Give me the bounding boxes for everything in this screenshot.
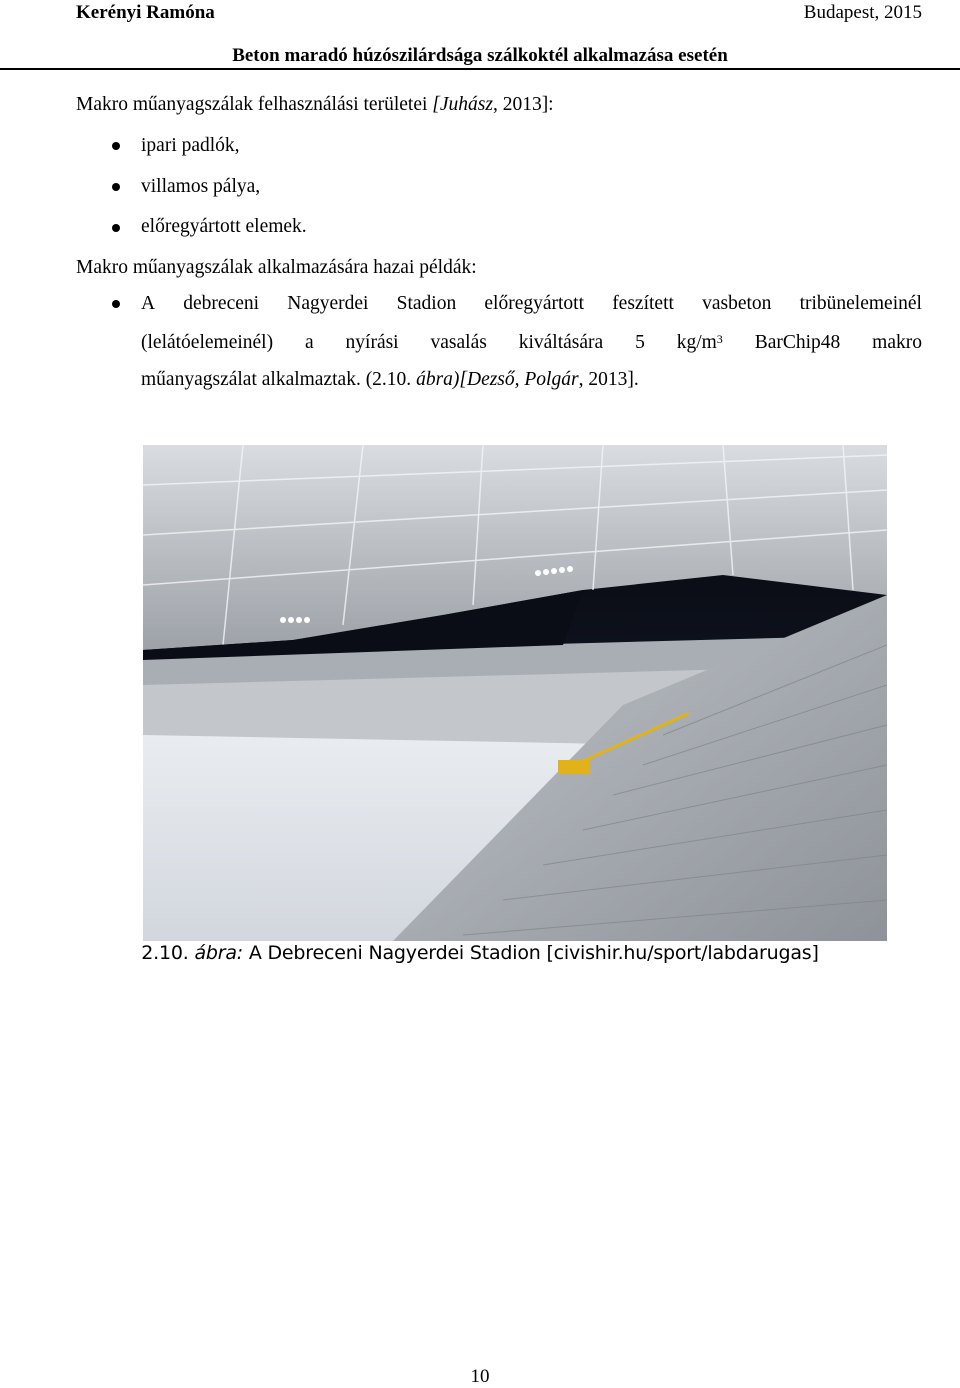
stadium-photo-illustration [143,445,887,941]
line3-text: műanyagszálat alkalmaztak. (2.10. [141,369,417,390]
bullet-icon [112,183,120,191]
word: A [141,293,156,314]
usage-intro [76,93,554,117]
word: (lelátóelemeinél) [141,332,274,353]
unit [677,331,723,355]
unit-text: kg/m [676,332,717,353]
line3-end: , 2013]. [578,369,639,390]
word: Stadion [396,293,457,314]
header-title: Beton maradó húzószilárdsága szálkoktél alkalmazása esetén [232,45,728,66]
header-rule [0,68,960,70]
header-place-year: Budapest, 2015 [803,2,922,23]
word: Nagyerdei [287,293,369,314]
stadium-photo [143,445,887,941]
word: makro [872,332,922,353]
word: a [304,332,314,353]
figure-caption [0,942,960,964]
word: kiváltására [518,332,604,353]
word: nyírási [345,332,399,353]
unit-superscript: 3 [716,332,723,346]
usage-intro-cite: [Juhász [432,94,493,115]
list-item-text: villamos pálya, [141,176,261,197]
word: vasbeton [702,293,772,314]
bullet-icon [112,142,120,150]
caption-text: A Debreceni Nagyerdei Stadion [civishir.hu/sport/labdarugas] [243,942,819,964]
bullet-icon [112,300,120,308]
line3-cite: ábra)[Dezső, Polgár [416,369,579,390]
word: BarChip48 [754,332,841,353]
word: tribünelemeinél [799,293,922,314]
page-number: 10 [470,1366,490,1387]
list-item-text: előregyártott elemek. [141,216,307,237]
caption-label: ábra: [194,942,244,964]
examples-intro: Makro műanyagszálak alkalmazására hazai példák: [76,257,477,278]
example-line-3 [141,368,639,392]
word: feszített [612,293,674,314]
example-line-2 [141,331,922,355]
bullet-icon [112,224,120,232]
word: 5 [635,332,645,353]
header-author: Kerényi Ramóna [76,2,215,23]
word: előregyártott [484,293,585,314]
example-line-1 [141,292,922,316]
list-item-text: ipari padlók, [141,135,240,156]
usage-intro-cite-year: , 2013]: [492,94,554,115]
word: vasalás [430,332,487,353]
usage-intro-text: Makro műanyagszálak felhasználási területei [76,94,433,115]
caption-number: 2.10. [141,942,195,964]
word: debreceni [183,293,260,314]
